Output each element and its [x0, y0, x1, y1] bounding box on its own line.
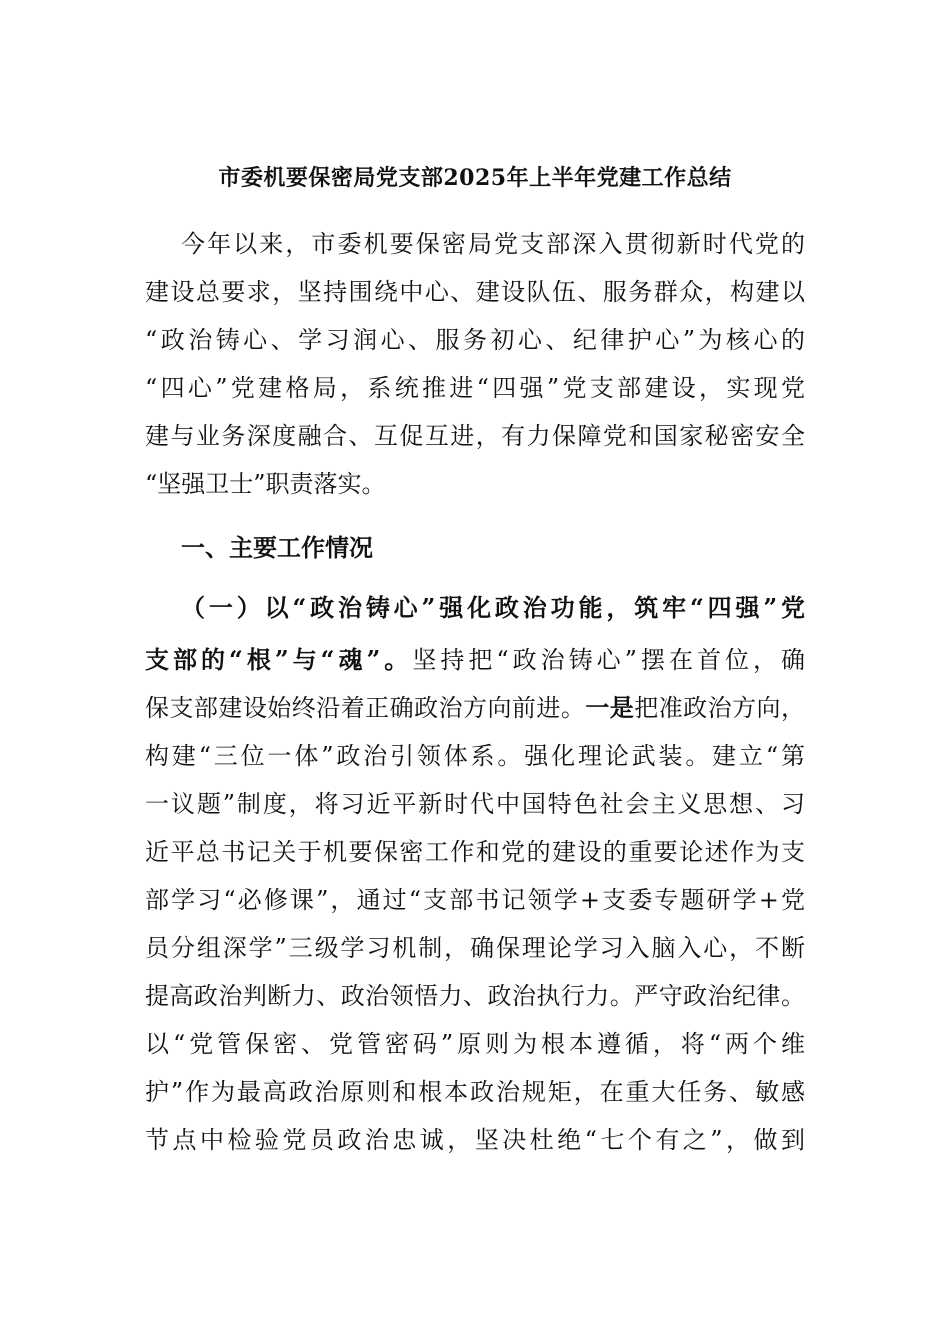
- subsection-line-3: [145, 684, 805, 732]
- subsection-line-2-text: 坚持把“政治铸心”摆在首位，确: [412, 646, 805, 674]
- subsection-line-3-text: 保支部建设始终沿着正确政治方向前进。: [145, 694, 586, 722]
- body-line-1: 构建“三位一体”政治引领体系。强化理论武装。建立“第: [145, 742, 805, 770]
- body-line-3: 近平总书记关于机要保密工作和党的建设的重要论述作为支: [145, 838, 805, 866]
- subsection-heading-1-line-1: （一）以“政治铸心”强化政治功能，筑牢“四强”党: [181, 593, 805, 622]
- body-line-6: 提高政治判断力、政治领悟力、政治执行力。严守政治纪律。: [145, 982, 805, 1010]
- subsection-heading-1-line-2: 支部的“根”与“魂”。: [145, 645, 413, 674]
- document-title: 市委机要保密局党支部2025年上半年党建工作总结: [218, 165, 732, 191]
- body-line-7: 以“党管保密、党管密码”原则为根本遵循，将“两个维: [145, 1030, 805, 1058]
- section-heading-1: 一、主要工作情况: [181, 533, 373, 562]
- body-line-2: 一议题”制度，将习近平新时代中国特色社会主义思想、习: [145, 790, 805, 818]
- document-page: [145, 0, 805, 1344]
- body-line-4: 部学习“必修课”，通过“支部书记领学+支委专题研学+党: [145, 886, 805, 914]
- body-line-5: 员分组深学”三级学习机制，确保理论学习入脑入心，不断: [145, 934, 805, 962]
- subsection-line-3-rest: 把准政治方向，: [634, 694, 806, 722]
- intro-line-4: “四心”党建格局，系统推进“四强”党支部建设，实现党: [145, 374, 805, 402]
- intro-line-3: “政治铸心、学习润心、服务初心、纪律护心”为核心的: [145, 326, 805, 354]
- body-line-8: 护”作为最高政治原则和根本政治规矩，在重大任务、敏感: [145, 1078, 805, 1106]
- intro-line-1: 今年以来，市委机要保密局党支部深入贯彻新时代党的: [181, 230, 805, 258]
- subsection-line-2: [145, 636, 805, 684]
- point-label-first: 一是: [585, 693, 635, 722]
- intro-line-6: “坚强卫士”职责落实。: [145, 470, 386, 498]
- body-line-9: 节点中检验党员政治忠诚，坚决杜绝“七个有之”，做到: [145, 1126, 805, 1154]
- intro-line-5: 建与业务深度融合、互促互进，有力保障党和国家秘密安全: [145, 422, 805, 450]
- intro-line-2: 建设总要求，坚持围绕中心、建设队伍、服务群众，构建以: [145, 278, 805, 306]
